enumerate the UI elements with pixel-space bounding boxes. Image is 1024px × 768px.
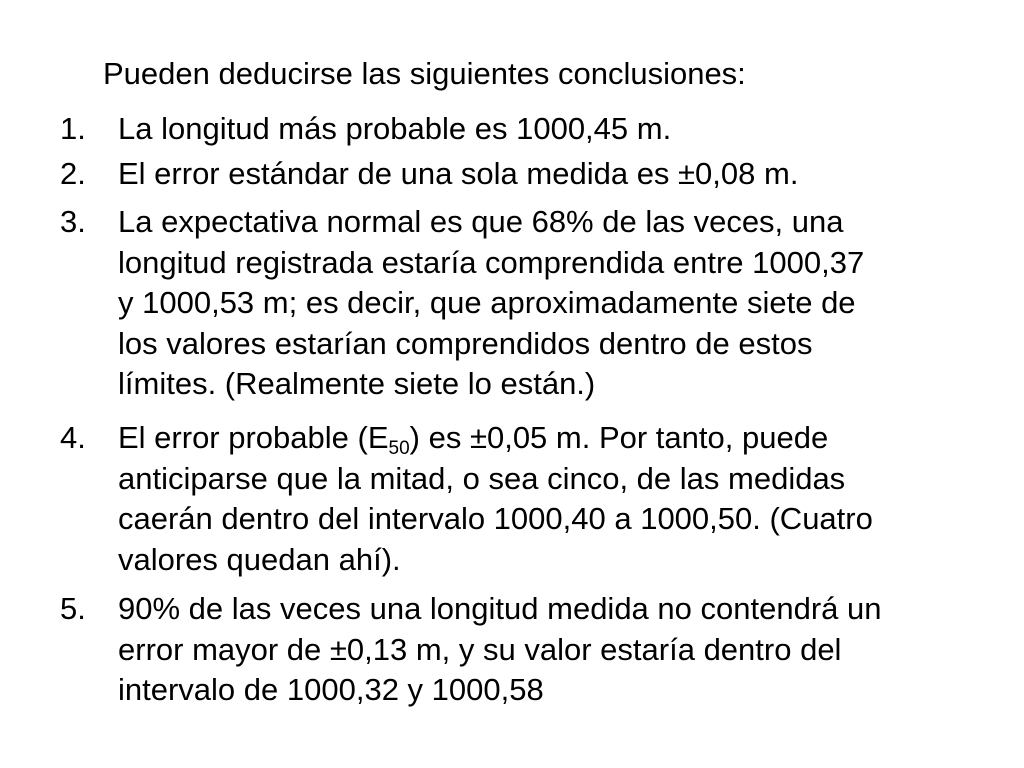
list-item-number: 2. [60, 156, 86, 191]
list-item [60, 154, 990, 195]
list-item-number: 4. [60, 420, 86, 455]
list-item-text [118, 202, 998, 405]
list-item-line: y 1000,53 m; es decir, que aproximadamente siete de [118, 285, 856, 320]
list-item-line: los valores estarían comprendidos dentro de estos [118, 325, 813, 361]
list-item-line: límites. (Realmente siete lo están.) [118, 366, 596, 401]
list-item-line: valores quedan ahí). [118, 541, 401, 577]
list-item-text [118, 154, 998, 195]
error-symbol-subscript: 50 [388, 438, 410, 459]
list-item-text [118, 418, 998, 580]
list-item-number: 3. [60, 204, 86, 239]
intro-text: Pueden deducirse las siguientes conclusiones: [103, 56, 746, 91]
list-item-line: 90% de las veces una longitud medida no contendrá un [118, 591, 882, 626]
list-item-line: El error estándar de una sola medida es ±0,08 m. [118, 156, 799, 191]
list-item-text [118, 109, 998, 150]
list-item-text [118, 589, 998, 711]
list-item-number: 1. [60, 111, 86, 146]
list-item-line-rest: ) es ±0,05 m. Por tanto, puede [409, 420, 829, 455]
list-item-line: caerán dentro del intervalo 1000,40 a 1000,50. (Cuatro [118, 501, 873, 536]
list-item [60, 589, 990, 711]
list-item-number: 5. [60, 591, 86, 626]
list-item [60, 109, 990, 150]
list-item-line: La expectativa normal es que 68% de las veces, una [118, 204, 844, 239]
list-item [60, 202, 990, 405]
list-item-line [118, 418, 998, 459]
list-item-line: longitud registrada estaría comprendida entre 1000,37 [118, 244, 865, 280]
list-item-line: intervalo de 1000,32 y 1000,58 [118, 672, 544, 707]
list-item-line: anticiparse que la mitad, o sea cinco, de las medidas [118, 460, 846, 496]
error-symbol-text: El error probable (E [118, 420, 389, 455]
list-item [60, 418, 990, 580]
list-item-line: La longitud más probable es 1000,45 m. [118, 111, 672, 146]
list-item-line: error mayor de ±0,13 m, y su valor estaría dentro del [118, 631, 842, 667]
